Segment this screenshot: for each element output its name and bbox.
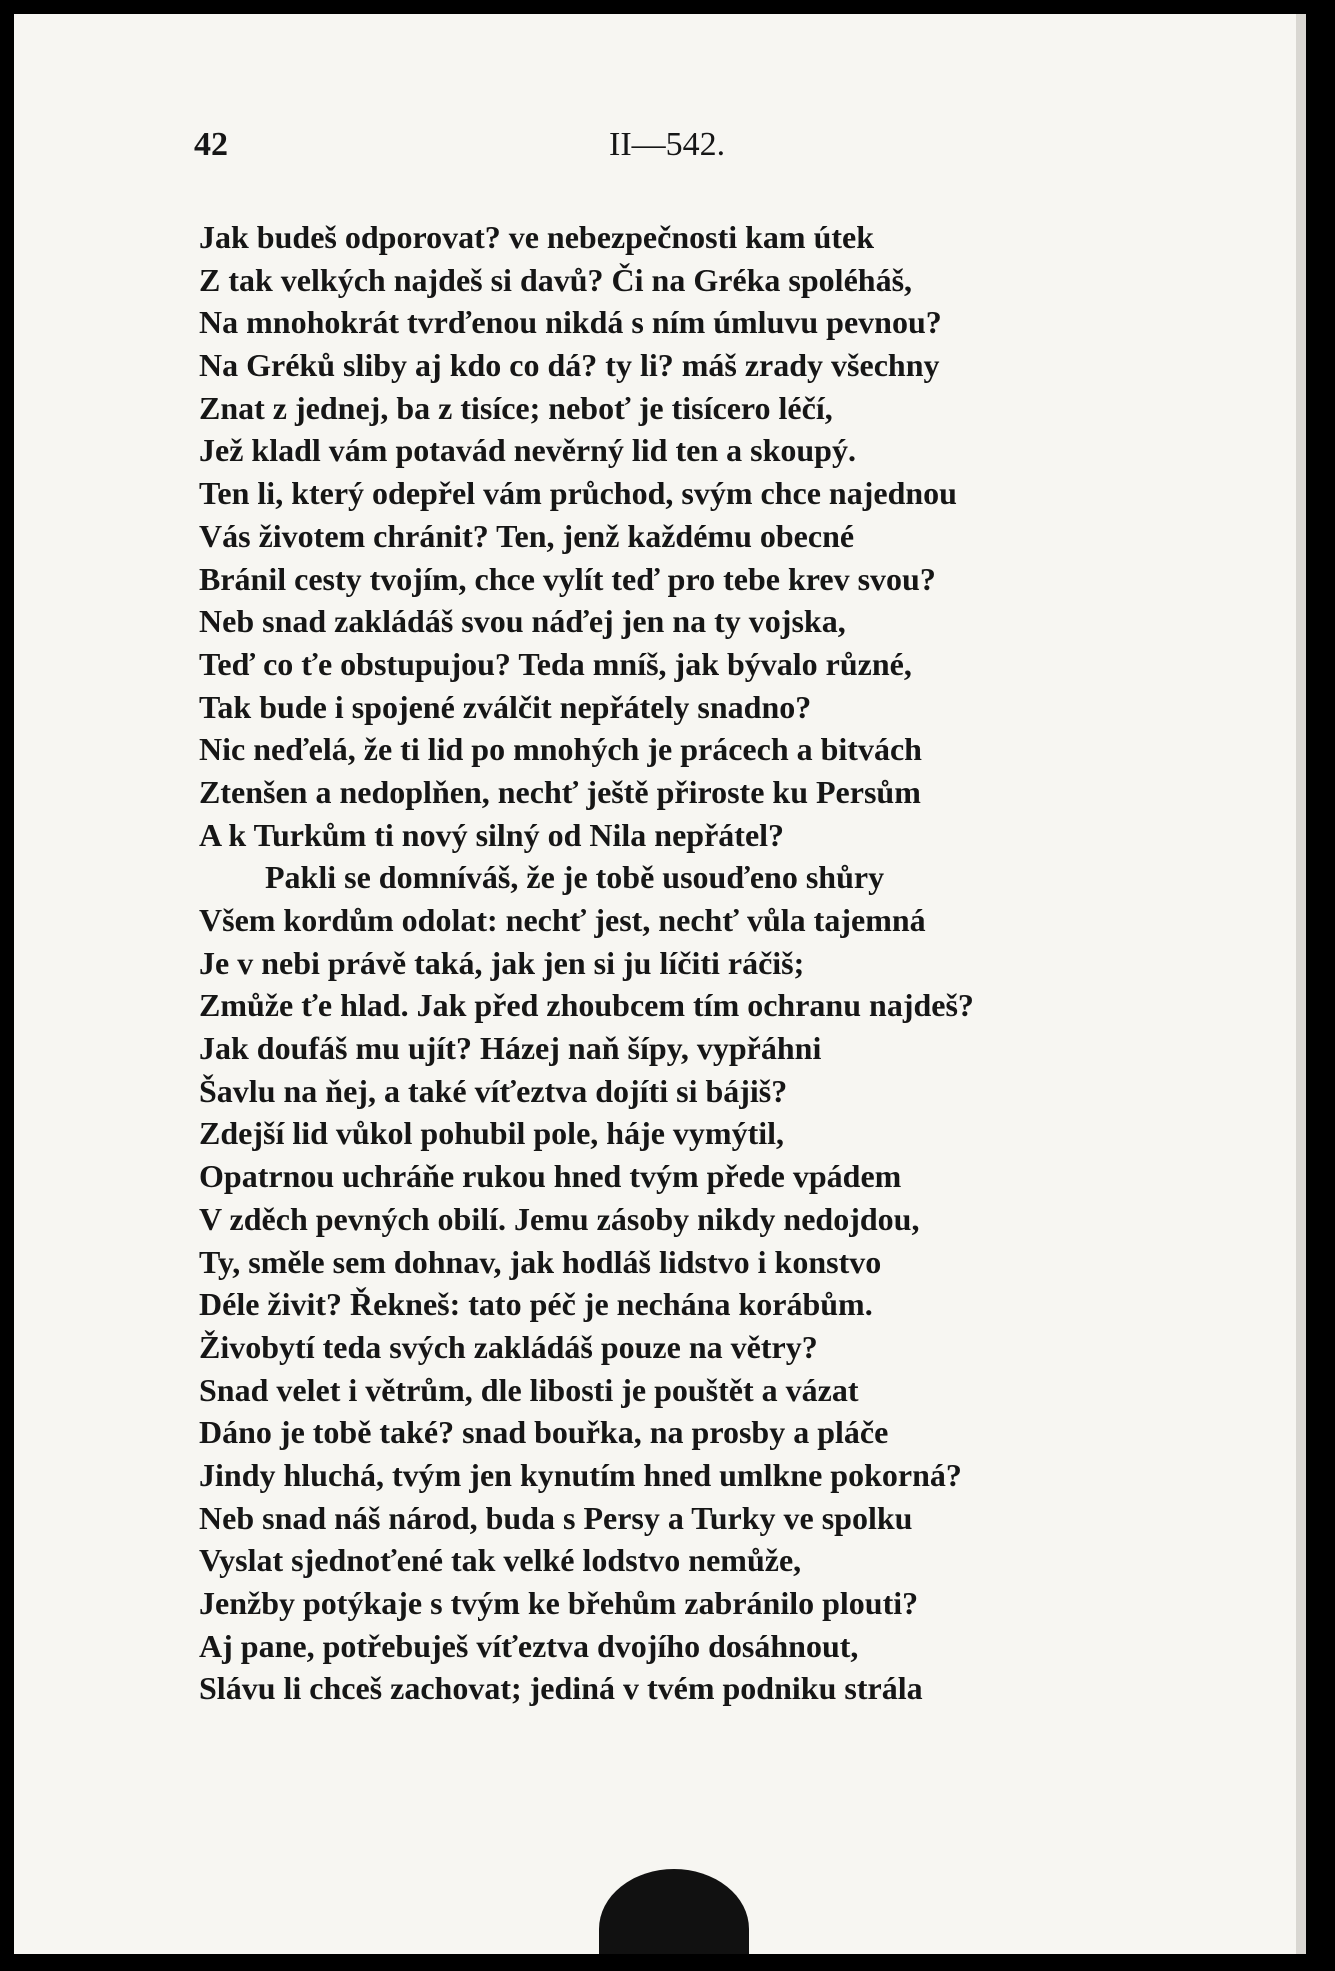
text-line: Na Gréků sliby aj kdo co dá? ty li? máš zrady všechny [199, 347, 940, 384]
text-line: Slávu li chceš zachovat; jediná v tvém podniku strála [199, 1670, 923, 1707]
text-line: Neb snad náš národ, buda s Persy a Turky ve spolku [199, 1499, 913, 1536]
text-line: Všem kordům odolat: nechť jest, nechť vůla tajemná [199, 902, 926, 938]
text-line: Jak budeš odporovat? ve nebezpečnosti kam útek [199, 219, 875, 255]
ink-blot [599, 1869, 749, 1954]
text-line: Znat z jednej, ba z tisíce; neboť je tisícero léčí, [199, 389, 833, 426]
text-line: Vyslat sjednoťené tak velké lodstvo nemůže, [199, 1542, 802, 1579]
text-line: Ztenšen a nedoplňen, nechť ještě přiroste ku Persům [199, 773, 921, 810]
text-line: Aj pane, potřebuješ víťeztva dvojího dosáhnout, [199, 1627, 859, 1664]
poem-text [199, 216, 1199, 1710]
text-line: Bránil cesty tvojím, chce vylít teď pro tebe krev svou? [199, 560, 936, 597]
text-line: Vás životem chránit? Ten, jenž každému obecné [199, 517, 855, 554]
text-line: Dáno je tobě také? snad bouřka, na prosby a pláče [199, 1414, 889, 1451]
signature-mark: II—542. [609, 126, 726, 163]
page-number: 42 [194, 126, 228, 163]
text-line: Na mnohokrát tvrďenou nikdá s ním úmluvu pevnou? [199, 304, 942, 341]
text-line: Teď co ťe obstupujou? Teda mníš, jak bývalo různé, [199, 645, 912, 682]
text-line: Jež kladl vám potavád nevěrný lid ten a skoupý. [199, 432, 856, 469]
text-line: Jenžby potýkaje s tvým ke břehům zabránilo plouti? [199, 1585, 919, 1621]
text-line-indented: Pakli se domníváš, že je tobě usouďeno shůry [265, 859, 885, 896]
text-line: Šavlu na ňej, a také víťeztva dojíti si bájiš? [199, 1072, 788, 1109]
text-line: Zmůže ťe hlad. Jak před zhoubcem tím ochranu najdeš? [199, 987, 974, 1024]
page-header [194, 126, 754, 186]
text-line: Ty, směle sem dohnav, jak hodláš lidstvo i konstvo [199, 1243, 882, 1280]
text-line: Z tak velkých najdeš si davů? Či na Gréka spoléháš, [199, 261, 913, 298]
text-line: Zdejší lid vůkol pohubil pole, háje vymýtil, [199, 1115, 785, 1152]
text-line: Nic neďelá, že ti lid po mnohých je prácech a bitvách [199, 731, 922, 768]
text-line: Tak bude i spojené zválčit nepřátely snadno? [199, 688, 812, 725]
text-line: Neb snad zakládáš svou náďej jen na ty vojska, [199, 603, 846, 640]
text-line: Snad velet i větrům, dle libosti je pouštět a vázat [199, 1371, 859, 1408]
text-line: Opatrnou uchráňe rukou hned tvým přede vpádem [199, 1158, 902, 1195]
text-line: Jak doufáš mu ujít? Házej naň šípy, vypřáhni [199, 1030, 822, 1067]
text-line: Živobytí teda svých zakládáš pouze na větry? [199, 1328, 818, 1365]
text-line: Jindy hluchá, tvým jen kynutím hned umlkne pokorná? [199, 1456, 962, 1493]
text-line: Je v nebi právě taká, jak jen si ju líčiti ráčiš; [199, 944, 805, 981]
text-line: Ten li, který odepřel vám průchod, svým chce najednou [199, 475, 957, 512]
text-line: Déle živit? Řekneš: tato péč je nechána korábům. [199, 1286, 873, 1323]
text-line: V zděch pevných obilí. Jemu zásoby nikdy nedojdou, [199, 1200, 920, 1237]
book-page [14, 14, 1296, 1954]
text-line: A k Turkům ti nový silný od Nila nepřátel? [199, 816, 785, 853]
page-edge [1296, 14, 1306, 1954]
